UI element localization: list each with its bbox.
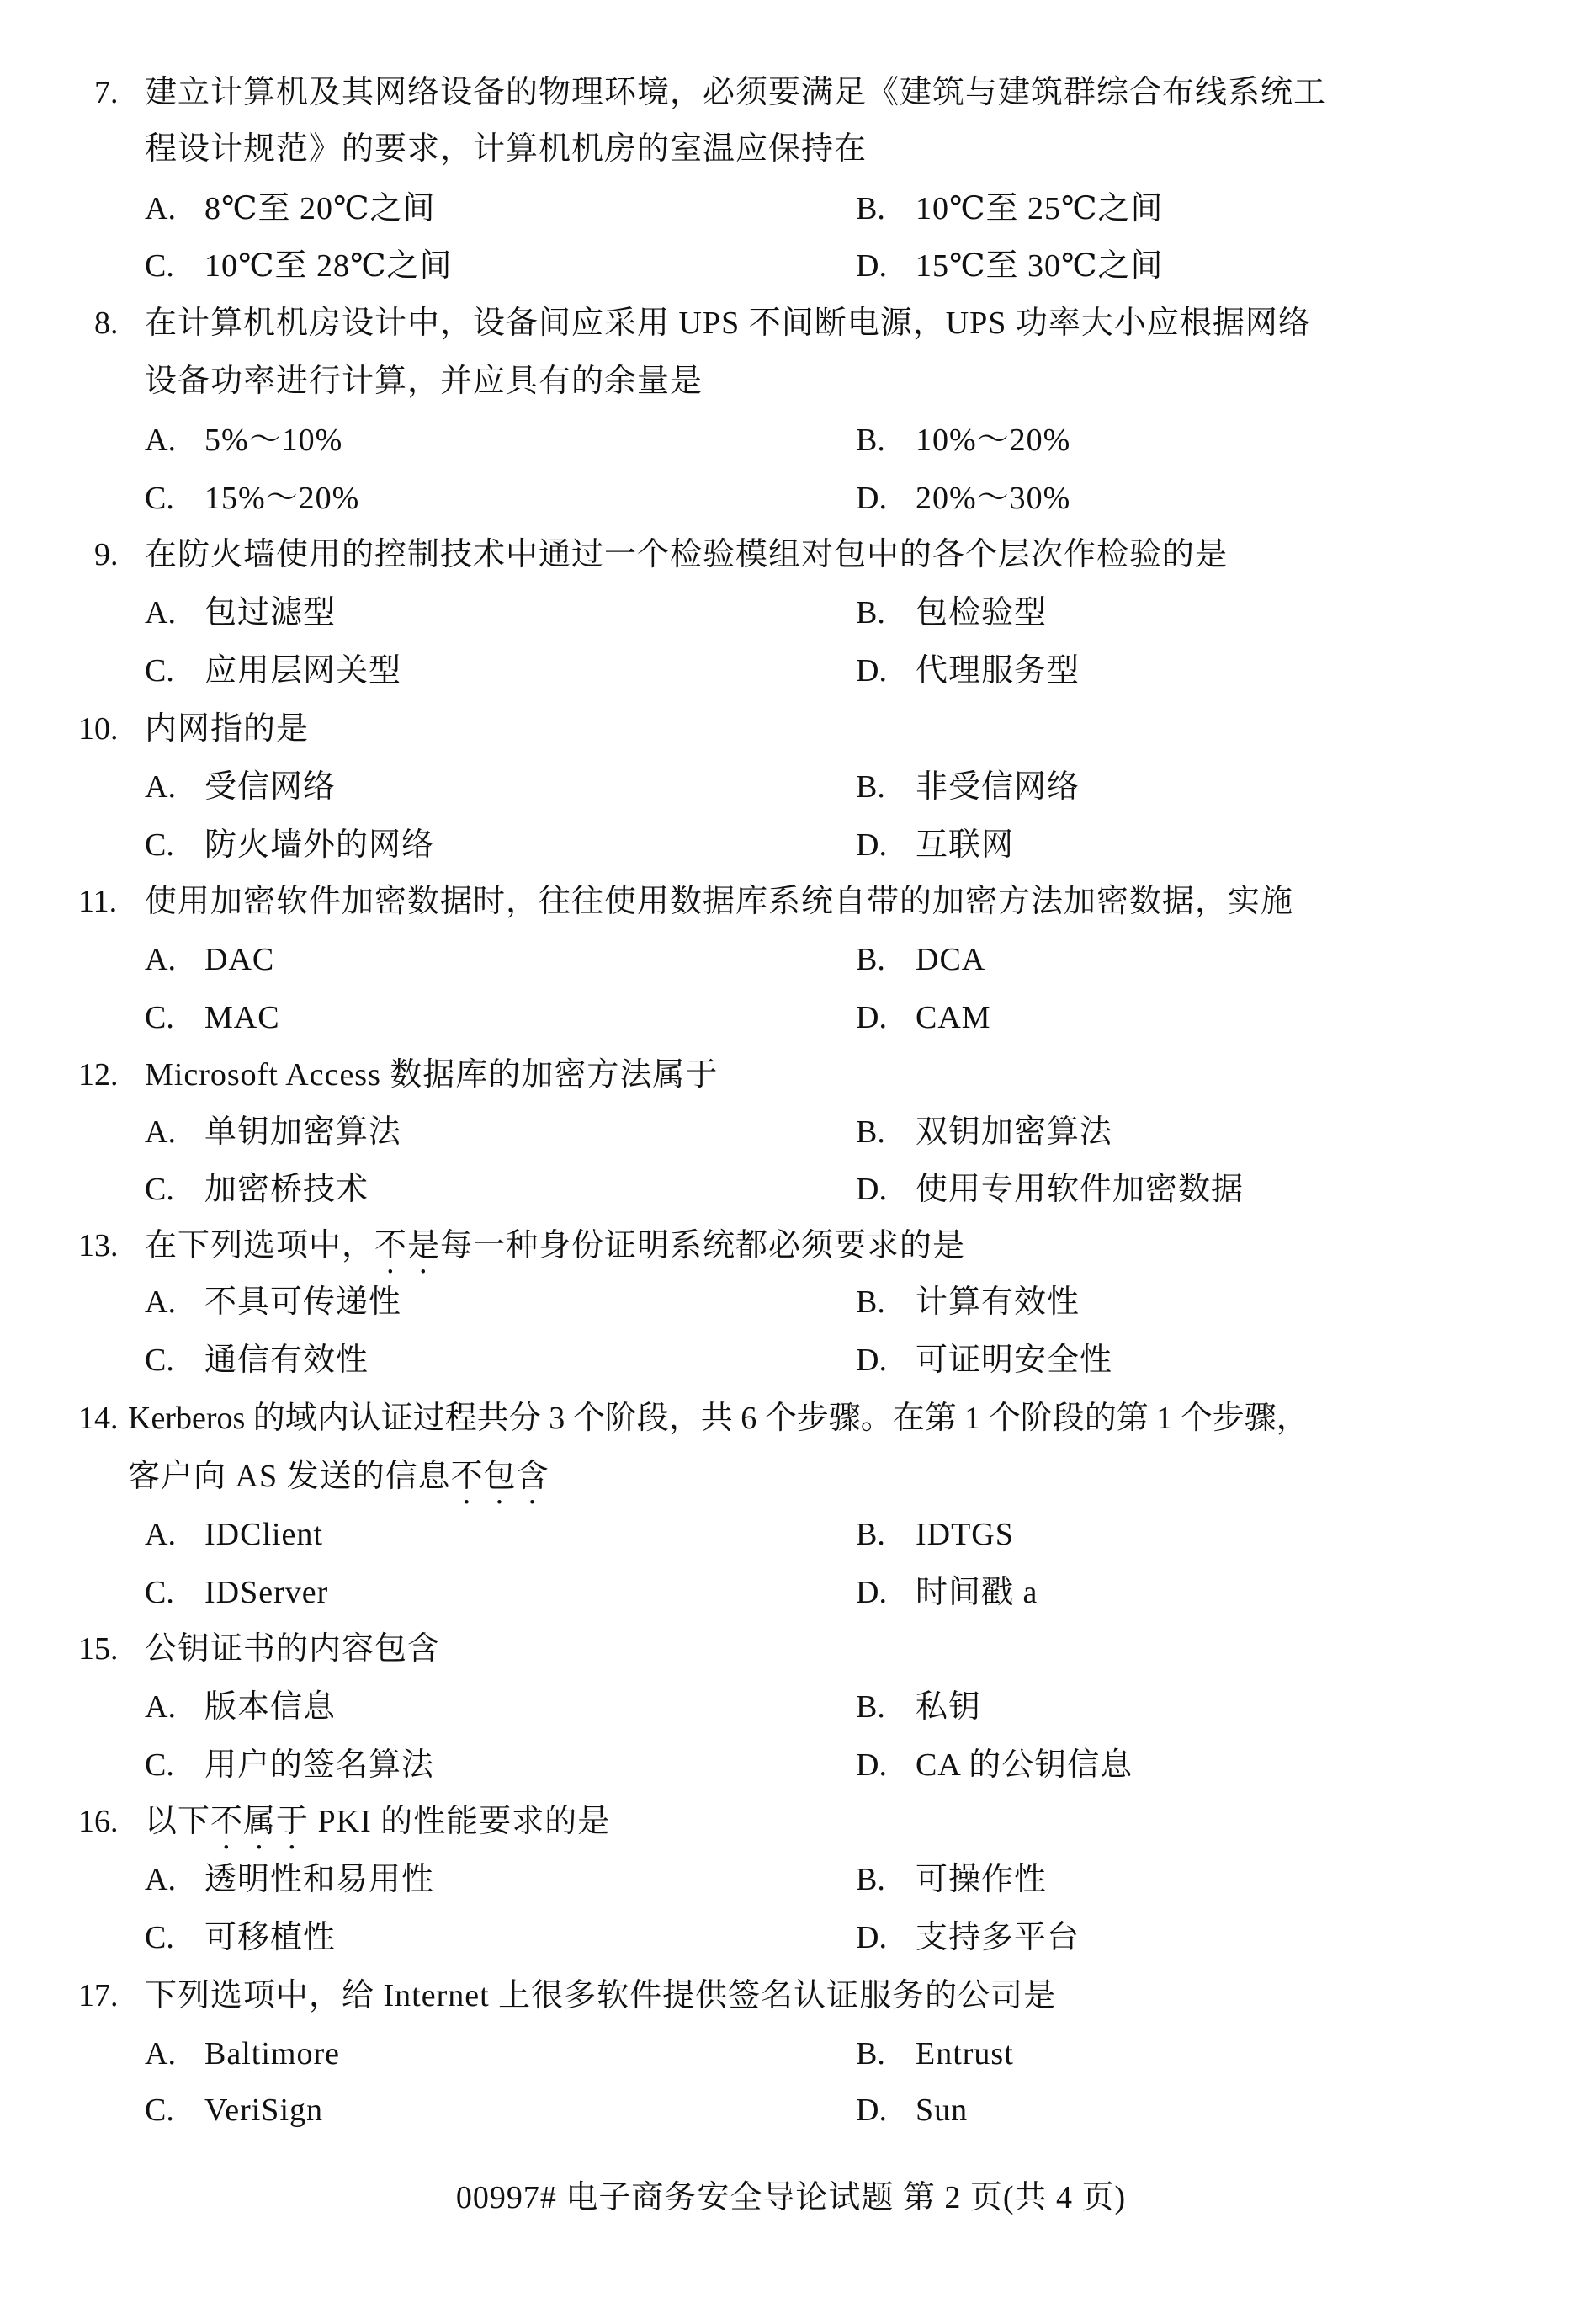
option-letter: B. [856, 1689, 885, 1725]
option-letter: A. [145, 1689, 176, 1725]
option-letter: C. [145, 1172, 174, 1207]
option-text: 可操作性 [916, 1862, 1048, 1897]
option-text: 非受信网络 [916, 769, 1080, 805]
option-text: 15%～20% [204, 481, 360, 516]
question-stem: Microsoft Access 数据库的加密方法属于 [145, 1057, 719, 1093]
question-number: 11. [78, 884, 118, 919]
question-number: 9. [94, 537, 119, 572]
option-letter: C. [145, 827, 174, 863]
option-letter: D. [856, 1000, 887, 1035]
option-letter: C. [145, 481, 174, 516]
option-text: 透明性和易用性 [204, 1862, 435, 1897]
question-number: 7. [94, 75, 119, 110]
option-text: 不具可传递性 [204, 1284, 402, 1320]
option-letter: D. [856, 481, 887, 516]
question-stem: 使用加密软件加密数据时，往往使用数据库系统自带的加密方法加密数据，实施 [145, 884, 1294, 919]
option-letter: C. [145, 1575, 174, 1610]
option-text: 10%～20% [916, 423, 1071, 458]
option-text: DCA [916, 942, 986, 977]
option-text: 10℃至 28℃之间 [204, 248, 453, 284]
option-text: Baltimore [204, 2036, 340, 2071]
option-letter: B. [856, 942, 885, 977]
option-text: 包检验型 [916, 595, 1048, 630]
option-letter: D. [856, 1575, 887, 1610]
option-text: 防火墙外的网络 [204, 827, 435, 863]
question-number: 13. [78, 1228, 119, 1263]
question-stem: 建立计算机及其网络设备的物理环境，必须要满足《建筑与建筑群综合布线系统工 [145, 75, 1327, 110]
option-text: 单钥加密算法 [204, 1114, 402, 1150]
option-letter: A. [145, 1862, 176, 1897]
question-stem: 程设计规范》的要求，计算机机房的室温应保持在 [145, 131, 868, 167]
option-letter: B. [856, 1862, 885, 1897]
question-number: 15. [78, 1631, 119, 1667]
option-text: 可移植性 [204, 1920, 337, 1955]
option-letter: A. [145, 423, 176, 458]
question-stem: 在防火墙使用的控制技术中通过一个检验模组对包中的各个层次作检验的是 [145, 537, 1229, 572]
question-stem: 在计算机机房设计中，设备间应采用 UPS 不间断电源，UPS 功率大小应根据网络 [145, 306, 1311, 341]
question-stem: 设备功率进行计算，并应具有的余量是 [145, 364, 703, 399]
option-text: 可证明安全性 [916, 1343, 1113, 1378]
option-text: 包过滤型 [204, 595, 337, 630]
option-letter: C. [145, 248, 174, 284]
option-text: 互联网 [916, 827, 1015, 863]
question-number: 17. [78, 1978, 119, 2013]
option-text: 计算有效性 [916, 1284, 1080, 1320]
question-stem: Kerberos 的域内认证过程共分 3 个阶段，共 6 个步骤。在第 1 个阶段的第 1 个步骤， [128, 1401, 1309, 1436]
option-text: CA 的公钥信息 [916, 1747, 1133, 1783]
option-letter: D. [856, 827, 887, 863]
stem-text: 每一种身份证明系统都必须要求的是 [440, 1228, 966, 1263]
option-letter: A. [145, 2036, 176, 2071]
option-letter: A. [145, 595, 176, 630]
emphasized-text: 不属于 [210, 1804, 310, 1839]
option-text: 使用专用软件加密数据 [916, 1172, 1245, 1207]
option-text: 10℃至 25℃之间 [916, 191, 1164, 226]
option-letter: C. [145, 653, 174, 689]
option-text: 应用层网关型 [204, 653, 402, 689]
question-number: 14. [78, 1401, 119, 1436]
option-text: 加密桥技术 [204, 1172, 369, 1207]
option-letter: A. [145, 1517, 176, 1552]
option-text: CAM [916, 1000, 991, 1035]
option-text: 代理服务型 [916, 653, 1080, 689]
option-text: Entrust [916, 2036, 1014, 2071]
option-text: 5%～10% [204, 423, 343, 458]
option-letter: A. [145, 769, 176, 805]
option-letter: A. [145, 942, 176, 977]
option-letter: C. [145, 1343, 174, 1378]
option-letter: D. [856, 1920, 887, 1955]
stem-text: PKI 的性能要求的是 [309, 1804, 611, 1839]
option-text: Sun [916, 2093, 969, 2128]
option-letter: A. [145, 1114, 176, 1150]
question-stem [128, 1456, 549, 1497]
option-text: 通信有效性 [204, 1343, 369, 1378]
question-stem [145, 1801, 610, 1842]
option-letter: D. [856, 653, 887, 689]
question-number: 12. [78, 1057, 119, 1093]
option-text: MAC [204, 1000, 280, 1035]
option-letter: D. [856, 2093, 887, 2128]
option-text: DAC [204, 942, 275, 977]
option-letter: B. [856, 1114, 885, 1150]
option-letter: B. [856, 191, 885, 226]
option-text: 私钥 [916, 1689, 982, 1725]
option-text: 时间戳 a [916, 1575, 1038, 1610]
option-letter: B. [856, 769, 885, 805]
option-letter: C. [145, 1920, 174, 1955]
stem-text: 客户向 AS 发送的信息 [128, 1459, 451, 1494]
question-number: 10. [78, 711, 119, 747]
question-stem: 下列选项中，给 Internet 上很多软件提供签名认证服务的公司是 [145, 1978, 1057, 2013]
option-letter: D. [856, 248, 887, 284]
option-letter: A. [145, 191, 176, 226]
option-letter: B. [856, 423, 885, 458]
option-letter: D. [856, 1343, 887, 1378]
option-text: 20%～30% [916, 481, 1071, 516]
option-letter: A. [145, 1284, 176, 1320]
option-letter: C. [145, 1000, 174, 1035]
page-footer: 00997# 电子商务安全导论试题 第 2 页(共 4 页) [455, 2180, 1127, 2215]
stem-text: 以下 [145, 1804, 211, 1839]
option-text: 用户的签名算法 [204, 1747, 435, 1783]
option-letter: D. [856, 1747, 887, 1783]
option-letter: D. [856, 1172, 887, 1207]
option-letter: C. [145, 2093, 174, 2128]
emphasized-text: 不是 [374, 1228, 441, 1263]
option-text: 支持多平台 [916, 1920, 1080, 1955]
question-number: 8. [94, 306, 119, 341]
emphasized-text: 不包含 [450, 1459, 549, 1494]
option-text: 双钥加密算法 [916, 1114, 1113, 1150]
option-text: IDClient [204, 1517, 323, 1552]
option-letter: C. [145, 1747, 174, 1783]
option-text: IDTGS [916, 1517, 1014, 1552]
option-text: 8℃至 20℃之间 [204, 191, 436, 226]
question-number: 16. [78, 1804, 119, 1839]
option-letter: B. [856, 2036, 885, 2071]
question-stem [145, 1226, 965, 1266]
option-text: 受信网络 [204, 769, 337, 805]
question-stem: 公钥证书的内容包含 [145, 1631, 441, 1667]
stem-text: 在下列选项中， [145, 1228, 375, 1263]
option-letter: B. [856, 1517, 885, 1552]
question-stem: 内网指的是 [145, 711, 310, 747]
option-text: 15℃至 30℃之间 [916, 248, 1164, 284]
option-text: VeriSign [204, 2093, 323, 2128]
option-text: 版本信息 [204, 1689, 337, 1725]
option-text: IDServer [204, 1575, 329, 1610]
option-letter: B. [856, 595, 885, 630]
option-letter: B. [856, 1284, 885, 1320]
